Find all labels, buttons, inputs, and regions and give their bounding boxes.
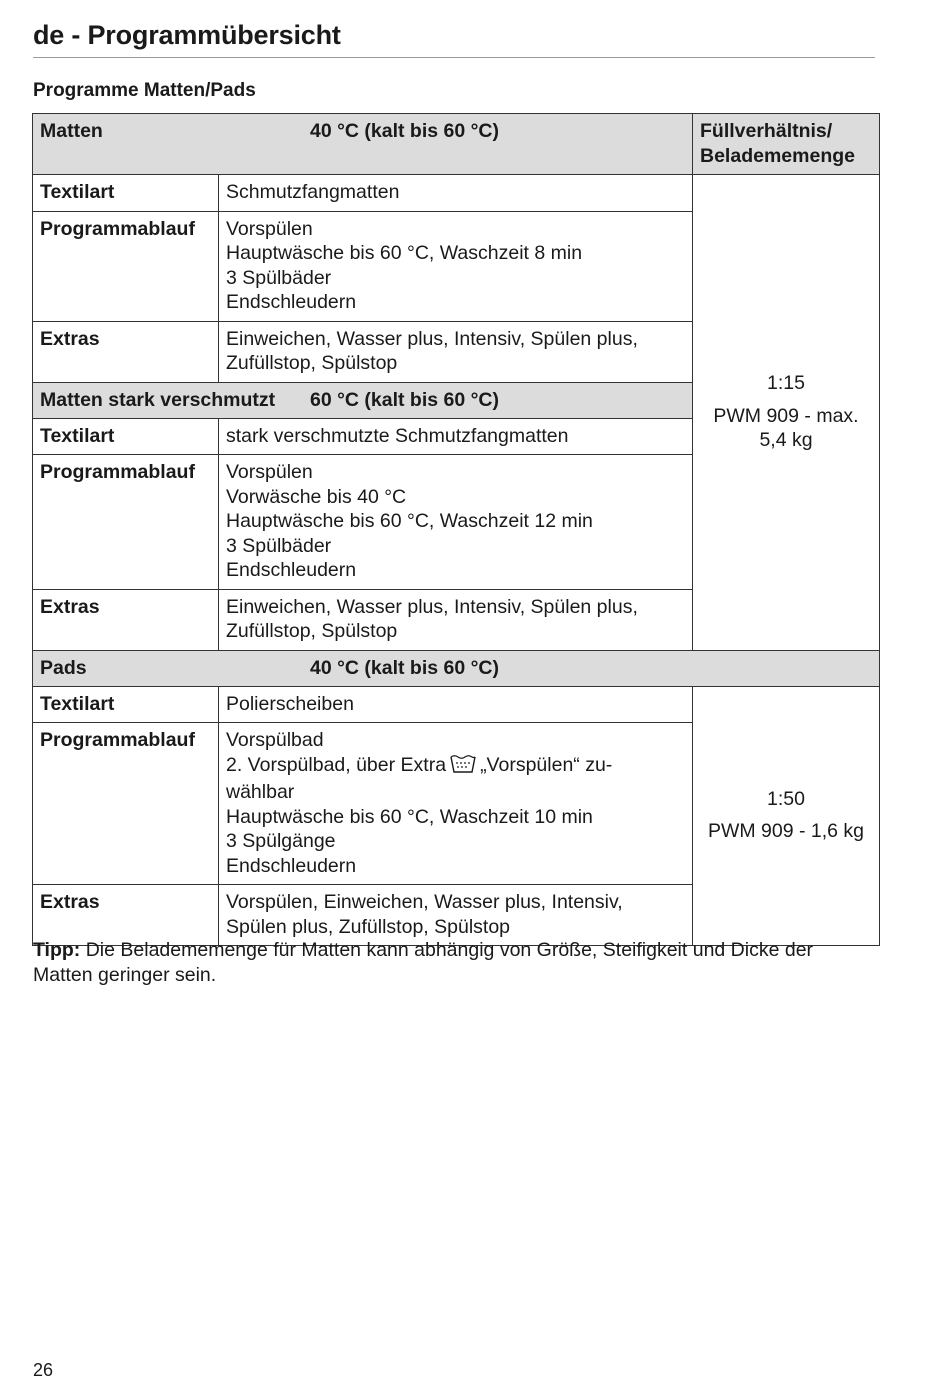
table-row [33, 686, 880, 723]
textile-value: Schmutzfangmatten [219, 175, 693, 212]
extras-value: Einweichen, Wasser plus, Intensiv, Spülen plus, Zufüllstop, Spülstop [219, 589, 693, 650]
section-title: Programme Matten/Pads [33, 80, 256, 101]
extras-value: Einweichen, Wasser plus, Intensiv, Spülen plus, Zufüllstop, Spülstop [219, 321, 693, 382]
fill-ratio-matten: 1:15 PWM 909 - max. 5,4 kg [693, 175, 880, 651]
row-label: Extras [33, 321, 219, 382]
sequence-value: Vorspülen Vorwäsche bis 40 °C Hauptwäsche bis 60 °C, Waschzeit 12 min 3 Spülbäder Endschleudern [219, 455, 693, 590]
row-label: Textilart [33, 686, 219, 723]
fill-ratio-header: Füllverhältnis/ Beladememenge [693, 114, 880, 175]
program-temperature: 40 °C (kalt bis 60 °C) [310, 656, 499, 679]
ratio-value: 1:50 [767, 787, 805, 810]
program-temperature: 60 °C (kalt bis 60 °C) [310, 388, 499, 411]
row-label: Extras [33, 885, 219, 946]
program-table [32, 113, 880, 946]
tip-text: Die Beladememenge für Matten kann abhängig von Größe, Steifigkeit und Dicke der Matten geringer sein. [33, 939, 814, 986]
textile-value: stark verschmutzte Schmutzfangmatten [219, 418, 693, 455]
page-title: de - Programmübersicht [33, 20, 875, 58]
program-name: Matten stark verschmutzt [40, 388, 276, 411]
sequence-value: Vorspülen Hauptwäsche bis 60 °C, Waschzeit 8 min 3 Spülbäder Endschleudern [219, 211, 693, 321]
row-label: Textilart [33, 418, 219, 455]
row-label: Programmablauf [33, 723, 219, 885]
row-label: Textilart [33, 175, 219, 212]
tip-note [33, 938, 863, 988]
program-header-pads [33, 650, 880, 686]
ratio-value: 1:15 [767, 372, 805, 394]
row-label: Extras [33, 589, 219, 650]
textile-value: Polierscheiben [219, 686, 693, 723]
fill-ratio-pads: 1:50 PWM 909 - 1,6 kg [693, 686, 880, 946]
table-row [33, 175, 880, 212]
tip-label: Tipp: [33, 939, 81, 961]
extras-value: Vorspülen, Einweichen, Wasser plus, Intensiv, Spülen plus, Zufüllstop, Spülstop [219, 885, 693, 946]
program-header-matten [33, 114, 880, 175]
program-temperature: 40 °C (kalt bis 60 °C) [310, 120, 499, 142]
row-label: Programmablauf [33, 211, 219, 321]
program-name: Matten [40, 120, 103, 142]
row-label: Programmablauf [33, 455, 219, 590]
sequence-value: Vorspülbad 2. Vorspülbad, über Extra „Vorspülen“ zu- wählbar Hauptwäsche bis 60 °C, Waschzeit 10 min 3 Spülgänge Endschleudern [219, 723, 693, 885]
prewash-tub-icon [449, 754, 477, 781]
program-name: Pads [40, 656, 87, 679]
page-number: 26 [33, 1360, 54, 1380]
